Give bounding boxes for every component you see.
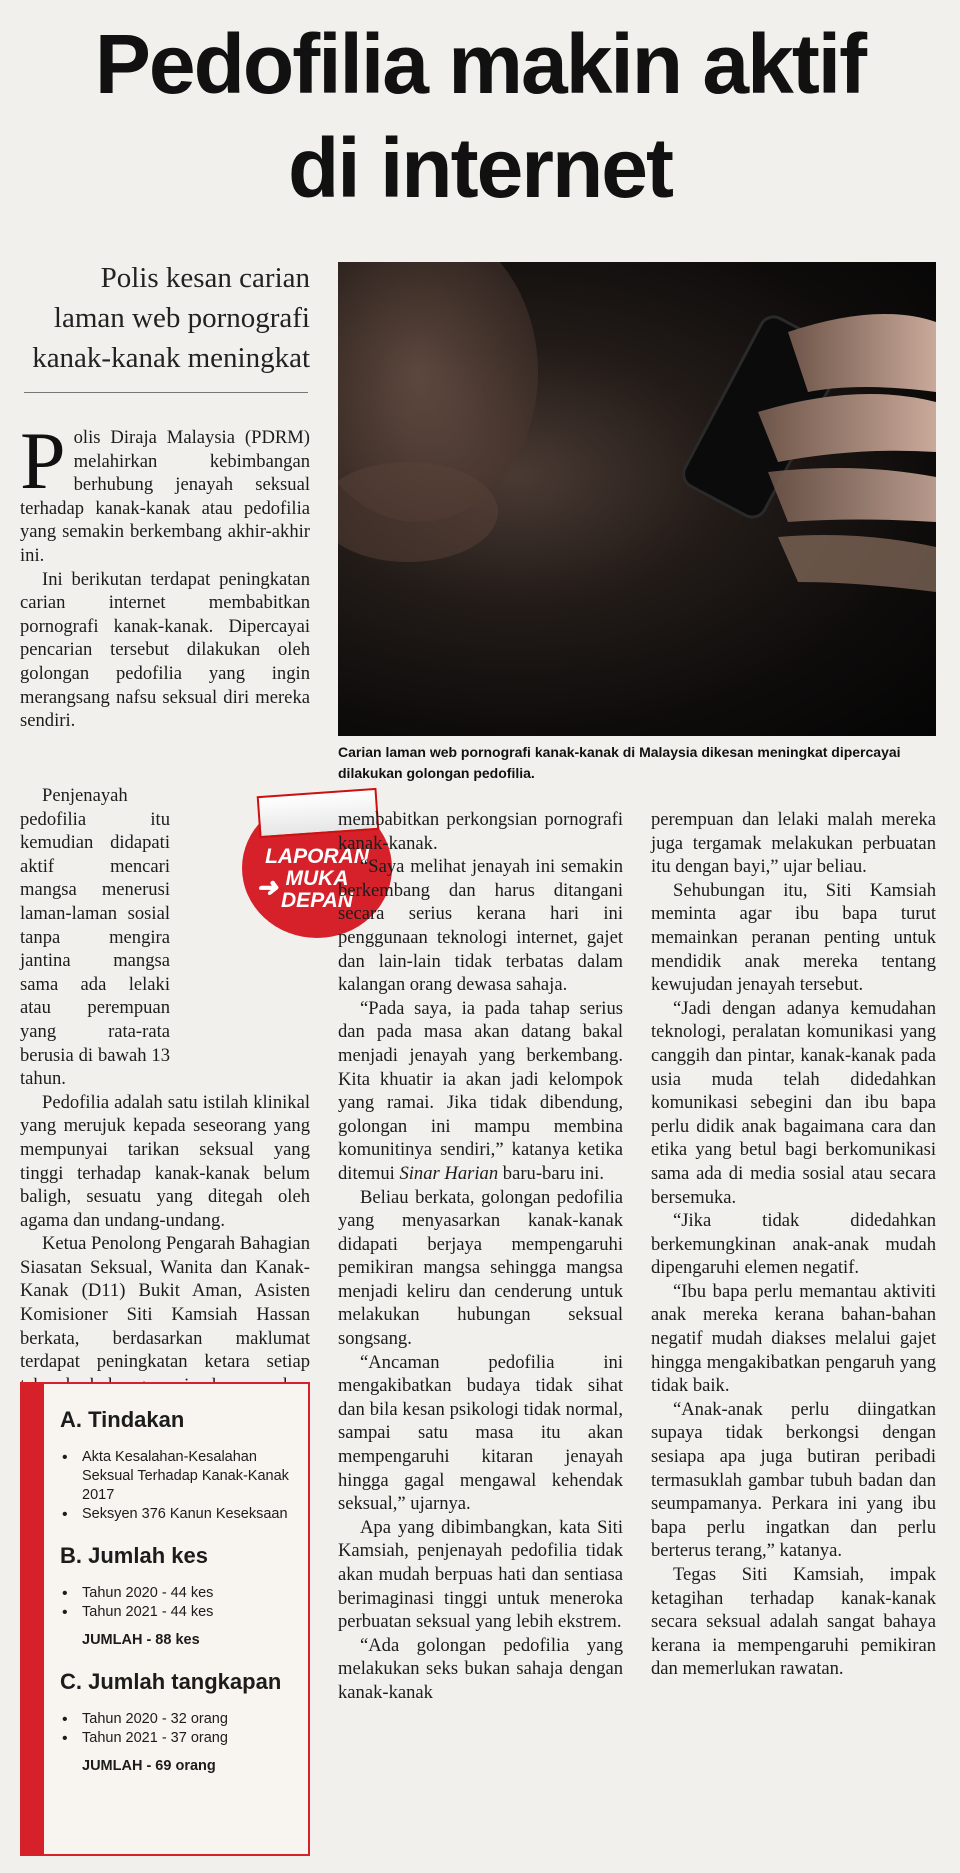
paragraph: Ketua Penolong Pengarah Bahagian Siasatan Seksual, Wanita dan Kanak-Kanak (D11) Bukit Aman, Asisten Komisioner Siti Kamsiah Hassan berkata, berdasarkan maklumat terdapat peningkatan ketara setiap (20, 1233, 310, 1373)
paragraph: Sehubungan itu, Siti Kamsiah meminta agar ibu bapa turut memainkan peranan penting untuk mendidik anak mereka tentang kewujudan jenayah tersebut. (651, 879, 936, 996)
infobox-list-c (60, 1710, 300, 1748)
standfirst (20, 258, 310, 378)
badge-line-2: MUKA (285, 867, 349, 890)
infobox-list-b (60, 1584, 300, 1622)
paragraph (338, 997, 623, 1186)
standfirst-line-3: kanak-kanak meningkat (32, 342, 310, 374)
list-item: • Tahun 2020 - 44 kes (60, 1584, 300, 1603)
drop-cap: P (20, 415, 66, 506)
paragraph: “Jika tidak didedahkan berkemungkinan anak-anak mudah dipengaruhi elemen negatif. (651, 1210, 936, 1279)
paragraph: “Ada golongan pedofilia yang melakukan seks bukan sahaja dengan kanak-kanak (338, 1634, 623, 1703)
paragraph: “Ancaman pedofilia ini mengakibatkan budaya tidak sihat dan bila kesan psikologi tidak normal, sampai satu masa itu akan mempengaruhi kitaran jenayah hingga gagal mengawal kehendak seksual,” ujarnya. (338, 1351, 623, 1515)
headline (0, 12, 960, 220)
paragraph: Penjenayah pedofilia itu kemudian didapati aktif mencari mangsa menerusi laman-laman sosial tanpa mengira jantina mangsa sama ada lelaki atau perempuan yang rata-rata berusia di bawah 13 tahun. (20, 785, 170, 1090)
hands-phone-illustration (338, 262, 936, 736)
paragraph: Pedofilia adalah satu istilah klinikal yang merujuk kepada seseorang yang mempunyai tarikan seksual yang tinggi terhadap kanak-kanak belum baligh, sesuatu yang ditegah oleh agama dan undang-undang. (20, 1091, 310, 1231)
standfirst-line-1: Polis kesan carian (100, 262, 310, 294)
badge-line-1: LAPORAN (265, 845, 369, 868)
list-item: • Seksyen 376 Kanun Keseksaan (60, 1505, 300, 1524)
facts-infobox (20, 1382, 310, 1856)
infobox-heading-a: A. Tindakan (60, 1407, 185, 1432)
infobox-total-c: JUMLAH - 69 orang (82, 1758, 216, 1774)
paragraph: “Anak-anak perlu diingatkan supaya tidak berkongsi dengan sesiapa apa juga butiran peribadi termasuklah gambar tubuh badan dan seumpamanya. Perkara ini yang ibu bapa perlu ingatkan dan perlu berterus terang,” katanya. (651, 1398, 936, 1562)
list-item: • Akta Kesalahan-Kesalahan Seksual Terhadap Kanak-Kanak 2017 (60, 1448, 300, 1505)
infobox-heading-b: B. Jumlah kes (60, 1543, 208, 1568)
standfirst-line-2: laman web pornografi (53, 302, 310, 334)
infobox-heading-c: C. Jumlah tangkapan (60, 1669, 282, 1694)
paragraph: “Jadi dengan adanya kemudahan teknologi, peralatan komunikasi yang canggih dan pintar, kanak-kanak pada usia muda telah didedahkan komunikasi sebegini dan ibu bapa perlu didik anak bagaimana cara dan etika yang betul bagi berkomunikasi sama ada di media sosial atau secara bersemuka. (651, 997, 936, 1208)
paragraph: olis Diraja Malaysia (PDRM) melahirkan kebimbangan berhubung jenayah seksual terhadap kanak-kanak atau pedofilia yang semakin berkembang akhir-akhir ini. (20, 427, 310, 566)
paragraph: Beliau berkata, golongan pedofilia yang menyasarkan kanak-kanak didapati berjaya mempengaruhi pemikiran mangsa sehingga mangsa menjadi keliru dan cenderung untuk melakukan hubungan seksual songsang. (338, 1186, 623, 1350)
list-item: • Tahun 2021 - 44 kes (60, 1603, 300, 1622)
headline-line-1: Pedofilia makin aktif (94, 17, 866, 111)
column-2 (338, 808, 623, 1705)
column-1 (20, 415, 310, 733)
list-item: • Tahun 2021 - 37 orang (60, 1729, 300, 1748)
paragraph: perempuan dan lelaki malah mereka juga tergamak melakukan perbuatan itu dengan bayi,” ujar beliau. (651, 809, 936, 878)
arrow-icon: ➜ (256, 872, 278, 902)
standfirst-divider (24, 392, 308, 393)
paragraph: Tegas Siti Kamsiah, impak ketagihan terhadap kanak-kanak secara seksual adalah sangat bahaya kerana ia mempengaruhi pemikiran dan memerlukan rawatan. (651, 1564, 936, 1680)
article-photo (338, 262, 936, 736)
paragraph-text: baru-baru ini. (502, 1162, 604, 1184)
infobox-list-a (60, 1448, 300, 1524)
photo-caption: Carian laman web pornografi kanak-kanak di Malaysia dikesan meningkat dipercayai dilakukan golongan pedofilia. (338, 744, 901, 781)
headline-line-2: di internet (287, 121, 672, 215)
paragraph: “Ibu bapa perlu memantau aktiviti anak mereka kerana bahan-bahan negatif mudah diakses melalui gajet hingga mengakibatkan pengaruh yang tidak baik. (651, 1280, 936, 1397)
paragraph: membabitkan perkongsian pornografi kanak-kanak. (338, 809, 623, 854)
paragraph: Apa yang dibimbangkan, kata Siti Kamsiah, penjenayah pedofilia tidak akan mudah berpuas hati dan sentiasa berimaginasi tinggi untuk meneroka perbuatan seksual yang lebih ekstrem. (338, 1516, 623, 1633)
publication-name: Sinar Harian (399, 1162, 499, 1184)
badge-line-3: DEPAN (281, 889, 353, 912)
infobox-total-b: JUMLAH - 88 kes (82, 1632, 200, 1648)
column-3 (651, 808, 936, 1681)
infobox-accent-bar (22, 1384, 44, 1854)
paragraph: “Saya melihat jenayah ini semakin berkembang dan harus ditangani secara serius kerana hari ini penggunaan teknologi internet, gajet dan lain-lain tidak terbatas dalam kalangan orang dewasa sahaja. (338, 856, 623, 996)
paragraph: Ini berikutan terdapat peningkatan carian internet membabitkan pornografi kanak-kanak. Dipercayai pencarian tersebut dilakukan oleh golongan pedofilia yang ingin merangsang nafsu seksual diri mereka sendiri. (20, 568, 310, 732)
list-item: • Tahun 2020 - 32 orang (60, 1710, 300, 1729)
paragraph-text: “Pada saya, ia pada tahap serius dan pada masa akan datang bakal menjadi jenayah yang berkembang. Kita khuatir ia akan jadi kelompok yang ramai. Jika tidak dibendung, golongan ini mampu membina komunitinya sendiri,” katanya ketika ditemui (338, 997, 623, 1184)
